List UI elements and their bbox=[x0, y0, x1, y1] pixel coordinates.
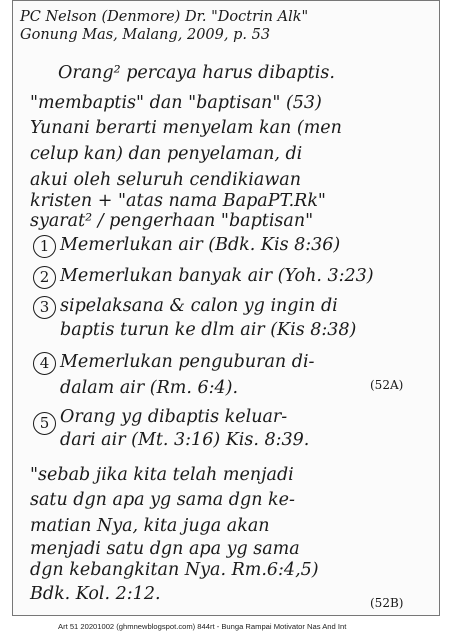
quote-line-3: matian Nya, kita juga akan bbox=[30, 516, 270, 536]
quote-line-1: "sebab jika kita telah menjadi bbox=[30, 465, 294, 485]
intro-line-4: celup kan) dan penyelaman, di bbox=[30, 144, 303, 164]
point-number-5: 5 bbox=[33, 412, 56, 435]
point-4-line-2: dalam air (Rm. 6:4). bbox=[60, 378, 239, 398]
quote-line-2: satu dgn apa yg sama dgn ke- bbox=[30, 490, 295, 510]
point-number-3: 3 bbox=[33, 296, 56, 319]
quote-line-4: menjadi satu dgn apa yg sama bbox=[30, 539, 300, 559]
quote-line-6: Bdk. Kol. 2:12. bbox=[30, 584, 161, 604]
intro-line-5: akui oleh seluruh cendikiawan bbox=[30, 170, 302, 190]
reference-tag-52b: (52B) bbox=[370, 596, 404, 610]
header-citation-line-2: Gonung Mas, Malang, 2009, p. 53 bbox=[20, 27, 271, 43]
intro-line-6: kristen + "atas nama BapaPT.Rk" bbox=[30, 191, 326, 211]
point-2-line-1: Memerlukan banyak air (Yoh. 3:23) bbox=[60, 266, 374, 286]
point-3-line-2: baptis turun ke dlm air (Kis 8:38) bbox=[60, 320, 357, 340]
intro-line-3: Yunani berarti menyelam kan (men bbox=[30, 118, 342, 138]
reference-tag-52a: (52A) bbox=[370, 378, 404, 392]
quote-line-5: dgn kebangkitan Nya. Rm.6:4,5) bbox=[30, 560, 319, 580]
point-5-line-2: dari air (Mt. 3:16) Kis. 8:39. bbox=[60, 430, 310, 450]
intro-line-7: syarat² / pengerhaan "baptisan" bbox=[30, 211, 314, 231]
point-number-1: 1 bbox=[33, 235, 56, 258]
point-1-line-1: Memerlukan air (Bdk. Kis 8:36) bbox=[60, 235, 341, 255]
header-citation-line-1: PC Nelson (Denmore) Dr. "Doctrin Alk" bbox=[20, 9, 309, 25]
point-4-line-1: Memerlukan penguburan di- bbox=[60, 352, 315, 372]
point-5-line-1: Orang yg dibaptis keluar- bbox=[60, 407, 288, 427]
intro-line-2: "membaptis" dan "baptisan" (53) bbox=[30, 93, 322, 113]
intro-line-1: Orang² percaya harus dibaptis. bbox=[58, 63, 335, 83]
point-number-4: 4 bbox=[33, 352, 56, 375]
point-number-2: 2 bbox=[33, 266, 56, 289]
footer-caption: Art 51 20201002 (ghmnewblogspot.com) 844rt - Bunga Rampai Motivator Nas And Int bbox=[58, 622, 347, 631]
point-3-line-1: sipelaksana & calon yg ingin di bbox=[60, 296, 338, 316]
